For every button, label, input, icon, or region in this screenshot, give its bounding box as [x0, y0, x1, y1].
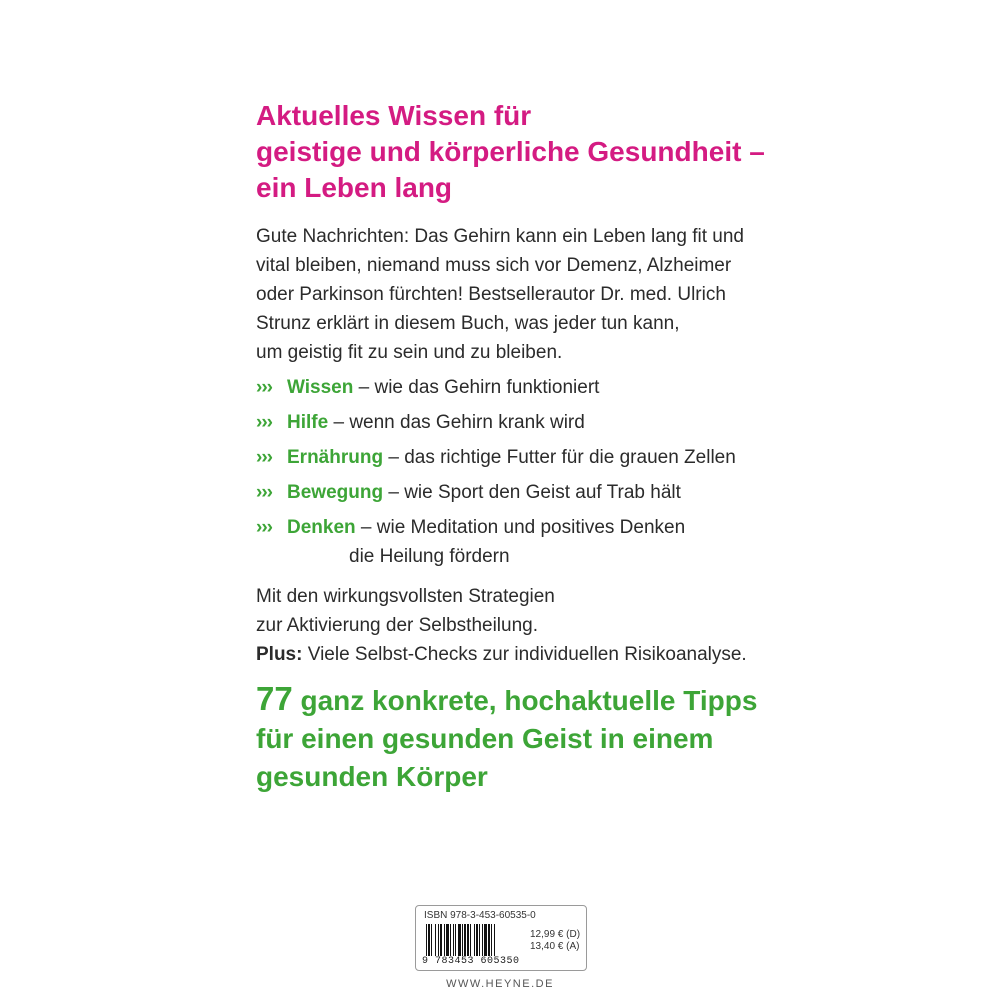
list-item-text: – wie Meditation und positives Denken	[360, 517, 686, 538]
intro-line: Strunz erklärt in diesem Buch, was jeder tun kann,	[256, 313, 680, 334]
intro-paragraph	[256, 222, 744, 367]
intro-line: um geistig fit zu sein und zu bleiben.	[256, 342, 563, 363]
triple-chevron-icon: ›››	[256, 412, 272, 433]
tips-tagline	[256, 680, 757, 796]
list-item-keyword: Hilfe	[287, 412, 329, 433]
list-item-text-continued: die Heilung fördern	[349, 546, 510, 567]
intro-line: vital bleiben, niemand muss sich vor Demenz, Alzheimer	[256, 255, 732, 276]
isbn-number: ISBN 978-3-453-60535-0	[424, 910, 536, 921]
barcode-digits: 9 783453 605350	[422, 956, 520, 967]
plus-label: Plus:	[256, 644, 303, 665]
headline-line: geistige und körperliche Gesundheit –	[256, 136, 765, 167]
tips-line: ganz konkrete, hochaktuelle Tipps	[300, 685, 758, 716]
price-austria: 13,40 € (A)	[530, 941, 580, 952]
headline	[256, 98, 765, 206]
list-item-text: – wenn das Gehirn krank wird	[333, 412, 585, 433]
list-item-keyword: Ernährung	[287, 447, 384, 468]
closing-line: zur Aktivierung der Selbstheilung.	[256, 615, 538, 636]
price-block	[530, 929, 580, 953]
barcode-icon	[426, 924, 522, 956]
triple-chevron-icon: ›››	[256, 447, 272, 468]
list-item-text: – wie Sport den Geist auf Trab hält	[388, 482, 681, 503]
list-item-keyword: Wissen	[287, 377, 354, 398]
headline-line: ein Leben lang	[256, 172, 453, 203]
tips-line: für einen gesunden Geist in einem	[256, 723, 714, 754]
triple-chevron-icon: ›››	[256, 377, 272, 398]
intro-line: oder Parkinson fürchten! Bestsellerautor Dr. med. Ulrich	[256, 284, 726, 305]
list-item-text: – wie das Gehirn funktioniert	[358, 377, 600, 398]
tips-number: 77	[256, 680, 293, 717]
list-item-keyword: Bewegung	[287, 482, 384, 503]
list-item-keyword: Denken	[287, 517, 356, 538]
closing-paragraph	[256, 582, 747, 669]
plus-text: Viele Selbst-Checks zur individuellen Risikoanalyse.	[307, 644, 747, 665]
triple-chevron-icon: ›››	[256, 517, 272, 538]
tips-line: gesunden Körper	[256, 761, 488, 792]
list-item-text: – das richtige Futter für die grauen Zellen	[388, 447, 736, 468]
headline-line: Aktuelles Wissen für	[256, 100, 532, 131]
closing-line: Mit den wirkungsvollsten Strategien	[256, 586, 555, 607]
intro-line: Gute Nachrichten: Das Gehirn kann ein Leben lang fit und	[256, 226, 744, 247]
triple-chevron-icon: ›››	[256, 482, 272, 503]
price-germany: 12,99 € (D)	[530, 929, 581, 940]
publisher-website: WWW.HEYNE.DE	[446, 978, 554, 990]
isbn-barcode-box	[415, 905, 587, 971]
